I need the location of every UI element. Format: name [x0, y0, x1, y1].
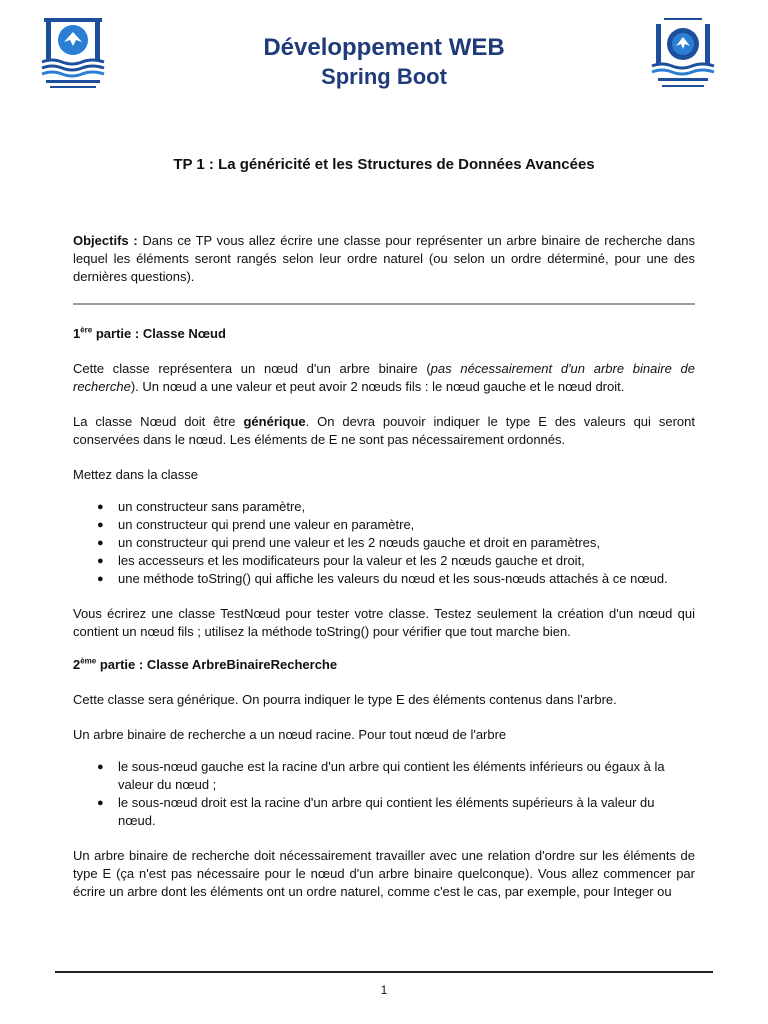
- objectifs-paragraph: [73, 232, 695, 286]
- bullet-icon: ●: [97, 573, 104, 585]
- bullet-icon: ●: [97, 761, 104, 773]
- part1-paragraph-1: [73, 360, 695, 396]
- section-divider: [73, 303, 695, 305]
- bullet-icon: ●: [97, 797, 104, 809]
- part1-paragraph-2: [73, 413, 695, 449]
- part2-title-text: partie : Classe ArbreBinaireRecherche: [96, 657, 338, 672]
- document-body: [73, 150, 695, 901]
- tp-title: TP 1 : La généricité et les Structures de Données Avancées: [173, 156, 595, 173]
- part2-list: [73, 758, 695, 830]
- list-item-text: le sous-nœud gauche est la racine d'un arbre qui contient les éléments inférieurs ou égaux à la valeur du nœud ;: [118, 759, 665, 792]
- part1-p1-a: Cette classe représentera un nœud d'un arbre binaire (: [73, 361, 431, 376]
- part1-title: [73, 325, 695, 343]
- objectifs-label: Objectifs :: [73, 233, 138, 248]
- part1-paragraph-3: Mettez dans la classe: [73, 467, 199, 482]
- part1-number: 1: [73, 326, 81, 341]
- header-subtitle: Spring Boot: [321, 64, 447, 89]
- list-item: [97, 758, 695, 794]
- footer-divider: [55, 971, 713, 973]
- bullet-icon: ●: [97, 519, 104, 531]
- part1-p1-italic: pas nécessairement d'un arbre binaire de recherche: [73, 361, 695, 394]
- part2-paragraph-1: Cette classe sera générique. On pourra indiquer le type E des éléments contenus dans l'arbre.: [73, 692, 617, 707]
- list-item-text: le sous-nœud droit est la racine d'un arbre qui contient les éléments supérieurs à la valeur du nœud.: [118, 795, 655, 828]
- list-item-text: un constructeur qui prend une valeur et les 2 nœuds gauche et droit en paramètres,: [118, 535, 601, 550]
- part2-paragraph-3: Un arbre binaire de recherche doit nécessairement travailler avec une relation d'ordre sur les éléments de type E (ça n'est pas nécessaire pour le nœud d'un arbre binaire quelconque). Vous allez commencer par écrire un arbre dont les éléments ont un ordre naturel, comme c'est le cas, par exemple, pour Integer ou: [73, 848, 695, 899]
- objectifs-text: Dans ce TP vous allez écrire une classe pour représenter un arbre binaire de recherche dans lequel les éléments seront rangés selon leur ordre naturel (ou selon un ordre déterminé, pour une des dernières questions).: [73, 233, 695, 284]
- part2-sup: ème: [80, 656, 97, 666]
- part1-sup: ère: [80, 325, 93, 335]
- part1-p2-a: La classe Nœud doit être: [73, 414, 244, 429]
- part2-title: [73, 656, 695, 674]
- part1-p2-bold: générique: [243, 414, 306, 429]
- bullet-icon: ●: [97, 555, 104, 567]
- list-item-text: les accesseurs et les modificateurs pour la valeur et les 2 nœuds gauche et droit,: [118, 553, 585, 568]
- list-item: [97, 552, 695, 570]
- header-title: Développement WEB: [263, 34, 505, 61]
- part1-title-text: partie : Classe Nœud: [92, 326, 226, 341]
- part2-number: 2: [73, 657, 81, 672]
- page-number: 1: [380, 983, 388, 997]
- list-item: [97, 516, 695, 534]
- list-item: [97, 534, 695, 552]
- university-logo-right: [650, 16, 716, 94]
- list-item: [97, 570, 695, 588]
- part1-paragraph-4: Vous écrirez une classe TestNœud pour tester votre classe. Testez seulement la création d'un nœud qui contient un nœud fils ; utilisez la méthode toString() pour vérifier que tout marche bien.: [73, 606, 695, 639]
- list-item: [97, 794, 695, 830]
- list-item-text: une méthode toString() qui affiche les valeurs du nœud et les sous-nœuds attachés à ce nœud.: [118, 571, 668, 586]
- bullet-icon: ●: [97, 501, 104, 513]
- bullet-icon: ●: [97, 537, 104, 549]
- page-header: [0, 0, 768, 110]
- list-item-text: un constructeur sans paramètre,: [118, 499, 306, 514]
- list-item: [97, 498, 695, 516]
- part1-p1-b: ). Un nœud a une valeur et peut avoir 2 nœuds fils : le nœud gauche et le nœud droit.: [130, 379, 625, 394]
- part2-paragraph-2: Un arbre binaire de recherche a un nœud racine. Pour tout nœud de l'arbre: [73, 727, 507, 742]
- part1-p2-b: . On devra pouvoir indiquer le type E des valeurs qui seront conservées dans le nœud. Les éléments de E ne sont pas nécessairement ordonnés.: [73, 414, 695, 447]
- part1-list: [73, 498, 695, 588]
- list-item-text: un constructeur qui prend une valeur en paramètre,: [118, 517, 415, 532]
